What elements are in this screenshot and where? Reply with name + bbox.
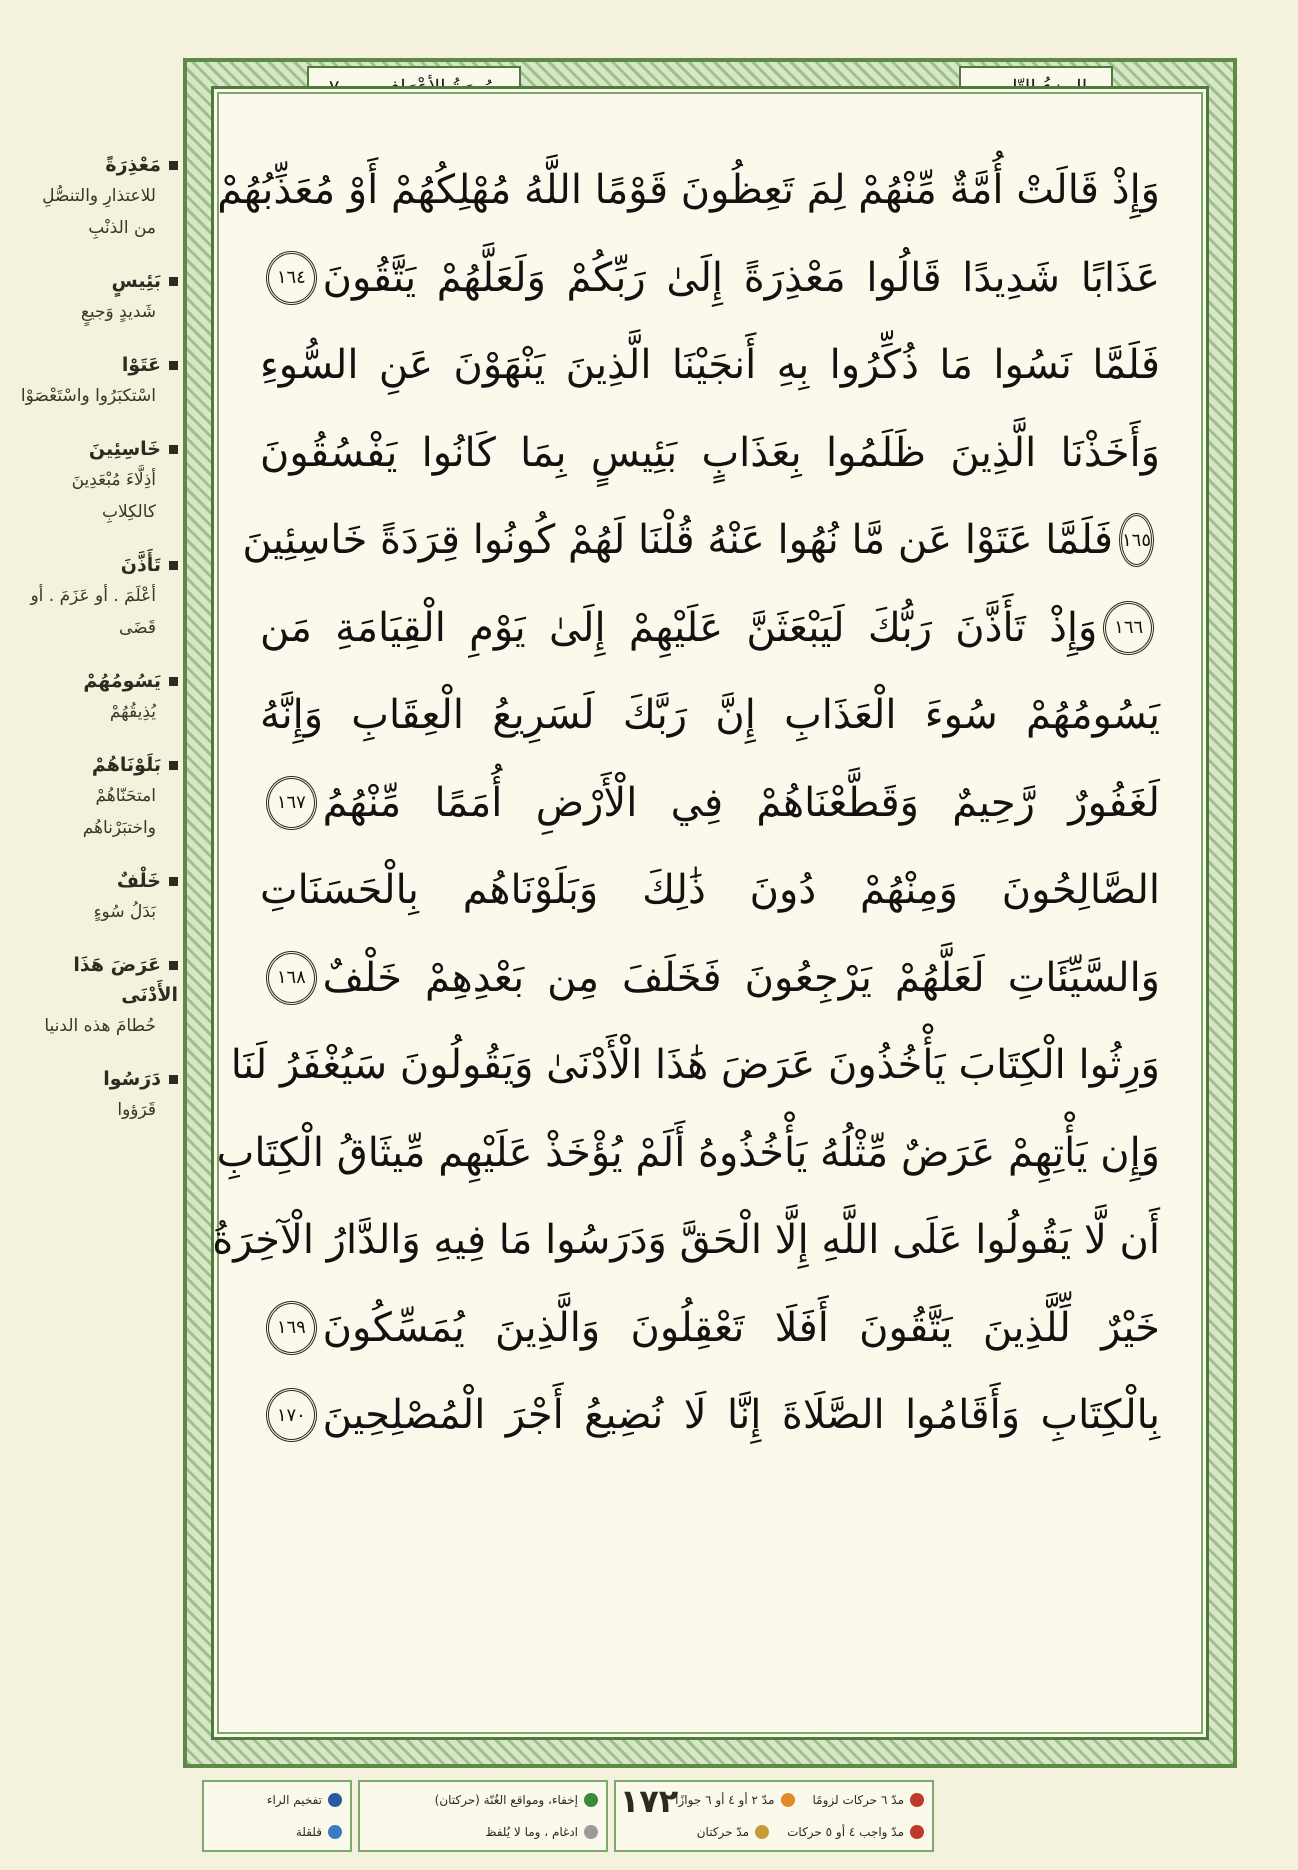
- verse-text: عَذَابًا شَدِيدًا قَالُوا مَعْذِرَةً إِلَىٰ رَبِّكُمْ وَلَعَلَّهُمْ يَتَّقُونَ: [322, 254, 1160, 301]
- glossary-entry: [18, 666, 178, 728]
- glossary-definition: اسْتكبَرُوا واسْتَعْصَوْا: [20, 386, 156, 406]
- glossary-word: [18, 550, 178, 580]
- bullet-icon: [169, 361, 178, 370]
- glossary-word-text: بَلَوْنَاهُمْ: [91, 754, 161, 776]
- verse-line: [260, 847, 1160, 935]
- glossary-word: [18, 150, 178, 180]
- ayah-number-marker: ١٦٨: [266, 951, 317, 1005]
- page-number: ١٧٢: [619, 1782, 679, 1820]
- glossary-word: [18, 866, 178, 896]
- verse-line: [216, 1110, 1160, 1198]
- glossary-definition: بَدَلُ سُوءٍ: [93, 902, 156, 922]
- verse-line: [260, 410, 1160, 498]
- verse-text: وَإِذْ تَأَذَّنَ رَبُّكَ لَيَبْعَثَنَّ عَلَيْهِمْ إِلَىٰ يَوْمِ الْقِيَامَةِ مَن: [260, 604, 1098, 651]
- glossary-word: [18, 350, 178, 380]
- verse-line: [212, 1197, 1160, 1285]
- bullet-icon: [169, 277, 178, 286]
- verse-line: [230, 1022, 1160, 1110]
- glossary-word: [18, 950, 178, 1010]
- glossary-definition: أعْلَمَ . أو عَزَمَ . أو قَضَى: [30, 586, 156, 638]
- verse-text: وَرِثُوا الْكِتَابَ يَأْخُذُونَ عَرَضَ هَٰذَا الْأَدْنَىٰ وَيَقُولُونَ سَيُغْفَرُ لَنَا: [230, 1042, 1160, 1089]
- glossary-word-text: بَئِيسٍ: [111, 270, 161, 292]
- glossary-word-text: يَسُومُهُمْ: [83, 670, 161, 692]
- bullet-icon: [169, 161, 178, 170]
- glossary-word: [18, 266, 178, 296]
- glossary-entry: [18, 434, 178, 528]
- verse-text: وَالسَّيِّئَاتِ لَعَلَّهُمْ يَرْجِعُونَ فَخَلَفَ مِن بَعْدِهِمْ خَلْفٌ: [322, 954, 1160, 1001]
- legend-label: مدّ ٢ أو ٤ أو ٦ جوازًا: [675, 1793, 775, 1807]
- legend-label: مدّ واجب ٤ أو ٥ حركات: [787, 1825, 904, 1839]
- bullet-icon: [169, 445, 178, 454]
- verse-line: [260, 1372, 1160, 1460]
- glossary-entry: [18, 550, 178, 644]
- bullet-icon: [169, 761, 178, 770]
- glossary-word-text: مَعْذِرَةً: [105, 154, 161, 176]
- verse-line: [260, 672, 1160, 760]
- ayah-number-marker: ١٦٤: [266, 251, 317, 305]
- ayah-number-marker: ١٧٠: [266, 1388, 317, 1442]
- verse-text: بِالْكِتَابِ وَأَقَامُوا الصَّلَاةَ إِنَّا لَا نُضِيعُ أَجْرَ الْمُصْلِحِينَ: [322, 1392, 1160, 1439]
- bullet-icon: [169, 877, 178, 886]
- verse-text: فَلَمَّا نَسُوا مَا ذُكِّرُوا بِهِ أَنجَيْنَا الَّذِينَ يَنْهَوْنَ عَنِ السُّوءِ: [260, 342, 1160, 389]
- glossary-word: [18, 1064, 178, 1094]
- bullet-icon: [169, 961, 178, 970]
- verse-text: وَإِذْ قَالَتْ أُمَّةٌ مِّنْهُمْ لِمَ تَعِظُونَ قَوْمًا اللَّهُ مُهْلِكُهُمْ أَوْ مُعَذِّبُهُمْ: [217, 167, 1160, 214]
- margin-glossary: [18, 150, 178, 1148]
- glossary-entry: [18, 950, 178, 1042]
- glossary-word-text: عَرَضَ هَذَا الأَدْنَى: [73, 954, 178, 1006]
- legend-color-dot-icon: [755, 1825, 769, 1839]
- glossary-entry: [18, 750, 178, 844]
- glossary-definition: قَرَؤوا: [117, 1100, 156, 1120]
- ayah-number-marker: ١٦٦: [1103, 601, 1154, 655]
- verse-line: [242, 497, 1160, 585]
- glossary-entry: [18, 866, 178, 928]
- verse-line: [217, 147, 1160, 235]
- verse-text: الصَّالِحُونَ وَمِنْهُمْ دُونَ ذَٰلِكَ وَبَلَوْنَاهُم بِالْحَسَنَاتِ: [260, 867, 1160, 914]
- legend-color-dot-icon: [584, 1825, 598, 1839]
- ayah-number-marker: ١٦٧: [266, 776, 317, 830]
- glossary-definition: يُذِيقُهُمْ: [109, 702, 156, 722]
- text-area: [211, 86, 1209, 1740]
- glossary-entry: [18, 150, 178, 244]
- glossary-definition: أذِلَّاءَ مُبْعَدِينَ كالكِلابِ: [71, 470, 156, 522]
- legend-label: مدّ حركتان: [696, 1825, 750, 1839]
- ayah-number-marker: ١٦٥: [1119, 513, 1154, 567]
- ayah-number-marker: ١٦٩: [266, 1301, 317, 1355]
- verse-line: [260, 585, 1160, 673]
- page-frame: [183, 58, 1237, 1768]
- glossary-word-text: خَلْفٌ: [116, 870, 161, 892]
- verse-lines: [212, 147, 1161, 1587]
- verse-line: [260, 235, 1160, 323]
- glossary-entry: [18, 1064, 178, 1126]
- glossary-word: [18, 750, 178, 780]
- glossary-word-text: عَتَوْا: [121, 354, 161, 376]
- verse-text: لَغَفُورٌ رَّحِيمٌ وَقَطَّعْنَاهُمْ فِي الْأَرْضِ أُمَمًا مِّنْهُمُ: [322, 779, 1160, 826]
- glossary-definition: حُطامَ هذه الدنيا: [44, 1016, 156, 1036]
- verse-text: خَيْرٌ لِّلَّذِينَ يَتَّقُونَ أَفَلَا تَعْقِلُونَ وَالَّذِينَ يُمَسِّكُونَ: [322, 1304, 1160, 1351]
- verse-line: [260, 1285, 1160, 1373]
- legend-label: مدّ ٦ حركات لزومًا: [812, 1793, 904, 1807]
- glossary-entry: [18, 350, 178, 412]
- bullet-icon: [169, 561, 178, 570]
- verse-text: أَن لَّا يَقُولُوا عَلَى اللَّهِ إِلَّا الْحَقَّ وَدَرَسُوا مَا فِيهِ وَالدَّارُ الْآخِرَةُ: [212, 1217, 1160, 1264]
- bullet-icon: [169, 1075, 178, 1084]
- bullet-icon: [169, 677, 178, 686]
- legend-row: [368, 1825, 598, 1839]
- legend-row: [212, 1825, 342, 1839]
- legend-label: تفخيم الراء: [266, 1793, 322, 1807]
- verse-text: يَسُومُهُمْ سُوءَ الْعَذَابِ إِنَّ رَبَّكَ لَسَرِيعُ الْعِقَابِ وَإِنَّهُ: [260, 692, 1161, 739]
- legend-color-dot-icon: [328, 1825, 342, 1839]
- glossary-definition: شَديدٍ وَجيعٍ: [80, 302, 156, 322]
- verse-line: [260, 322, 1160, 410]
- glossary-definition: للاعتذارِ والتنصُّلِ من الذنْبِ: [42, 186, 156, 238]
- glossary-word-text: دَرَسُوا: [103, 1068, 161, 1090]
- legend-label: قلقلة: [295, 1825, 322, 1839]
- legend-color-dot-icon: [910, 1825, 924, 1839]
- glossary-word-text: تَأَذَّنَ: [120, 554, 161, 576]
- verse-line: [260, 760, 1160, 848]
- glossary-word: [18, 666, 178, 696]
- glossary-entry: [18, 266, 178, 328]
- legend-label: إخفاء، ومواقع الغُنّة (حركتان): [434, 1793, 578, 1807]
- glossary-word: [18, 434, 178, 464]
- verse-text: وَأَخَذْنَا الَّذِينَ ظَلَمُوا بِعَذَابٍ بَئِيسٍ بِمَا كَانُوا يَفْسُقُونَ: [260, 429, 1160, 476]
- legend-label: ادغام ، وما لا يُلفظ: [485, 1825, 578, 1839]
- glossary-word-text: خَاسِئِينَ: [88, 438, 161, 460]
- verse-text: وَإِن يَأْتِهِمْ عَرَضٌ مِّثْلُهُ يَأْخُذُوهُ أَلَمْ يُؤْخَذْ عَلَيْهِم مِّيثَاقُ الْكِتَابِ: [216, 1129, 1160, 1176]
- glossary-definition: امتحَنّاهُمْ واختبَرْناهُم: [82, 786, 156, 838]
- legend-row: [624, 1825, 924, 1839]
- verse-text: فَلَمَّا عَتَوْا عَن مَّا نُهُوا عَنْهُ قُلْنَا لَهُمْ كُونُوا قِرَدَةً خَاسِئِينَ: [242, 517, 1113, 564]
- verse-line: [260, 935, 1160, 1023]
